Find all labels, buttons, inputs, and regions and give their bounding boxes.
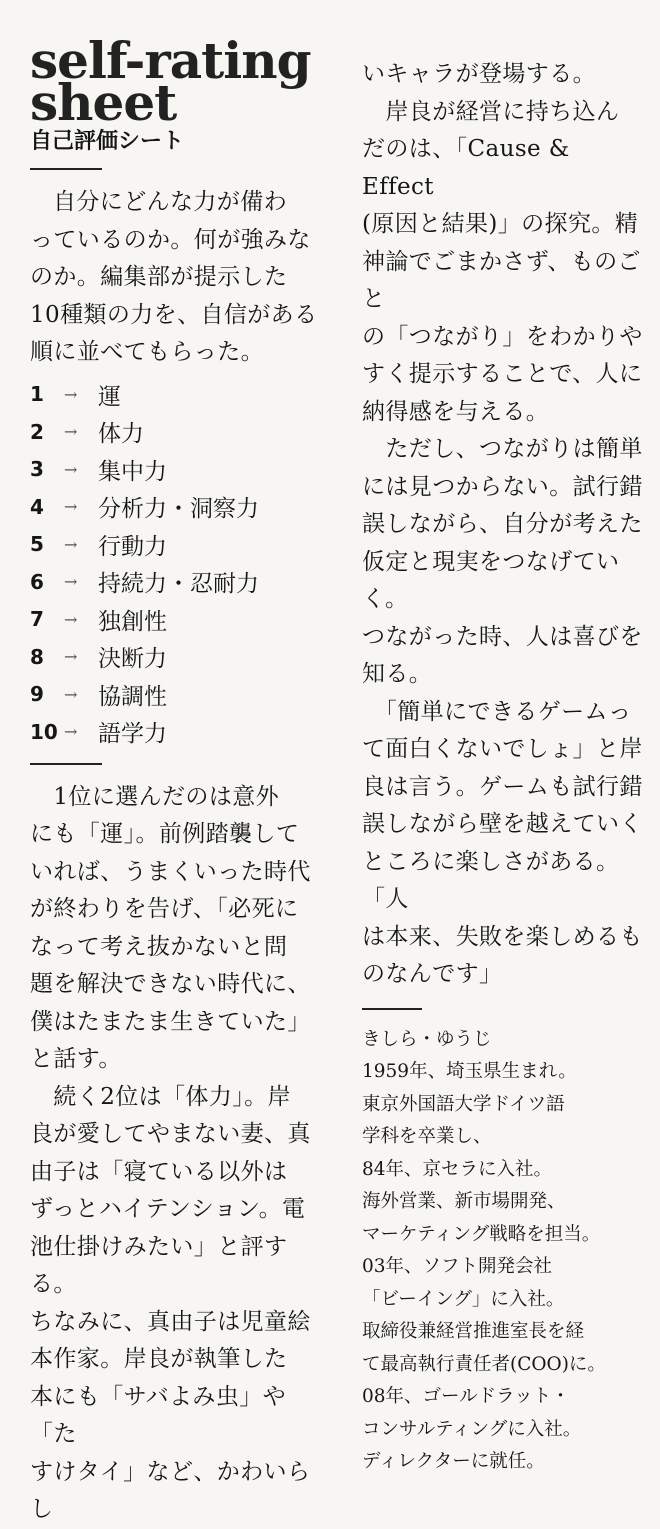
text-line: 10種類の力を、自信がある (30, 301, 318, 328)
rank-number: 3 (30, 457, 44, 482)
text-line: なって考え抜かないと問 (30, 933, 288, 960)
rank-label: 運 (98, 383, 121, 410)
rank-label: 集中力 (98, 458, 167, 485)
text-line: 題を解決できない時代に、 (30, 971, 311, 997)
rank-label: 協調性 (98, 683, 167, 710)
text-line: 池仕掛けみたい」と評する。 (30, 1233, 288, 1297)
text-line: て面白くないでしょ」と岸 (362, 736, 643, 762)
profile-line: 海外営業、新市場開発、 (362, 1191, 566, 1212)
rank-label: 語学力 (98, 721, 167, 748)
profile-line: 東京外国語大学ドイツ語 (362, 1093, 565, 1115)
ranking-item (30, 413, 330, 451)
ranking-item (30, 451, 330, 489)
article-body-right (362, 56, 647, 994)
arrow-icon: → (64, 722, 78, 742)
arrow-icon: → (64, 609, 78, 629)
text-line: は本来、失敗を楽しめるも (362, 923, 643, 950)
profile-line: 03年、ソフト開発会社 (362, 1256, 553, 1277)
article-body-left (30, 779, 330, 1529)
title-line-1: self-rating (30, 31, 311, 90)
text-line: ところに楽しさがある。「人 (362, 848, 620, 912)
rank-number: 7 (30, 607, 44, 632)
subtitle: 自己評価シート (30, 128, 185, 154)
text-line: いれば、うまくいった時代 (30, 858, 311, 885)
text-line: (原因と結果)」の探究。精 (362, 211, 639, 237)
arrow-icon: → (64, 534, 78, 554)
text-line: 順に並べてもらった。 (30, 339, 264, 365)
profile-line: 84年、京セラに入社。 (362, 1158, 553, 1180)
profile-line: マーケティング戦略を担当。 (362, 1223, 601, 1245)
profile-line: 取締役兼経営推進室長を経 (362, 1321, 585, 1342)
rank-number: 5 (30, 532, 44, 557)
text-line: にも「運」。前例踏襲して (30, 821, 300, 847)
arrow-icon: → (64, 459, 78, 479)
text-line: 誤しながら壁を越えていく (362, 811, 643, 837)
divider (362, 1008, 422, 1010)
arrow-icon: → (64, 647, 78, 667)
rank-label: 体力 (98, 421, 144, 448)
text-line: 「簡単にできるゲームっ (362, 698, 632, 725)
text-line: つながった時、人は喜びを (362, 623, 643, 650)
rank-label: 持続力・忍耐力 (98, 571, 259, 598)
left-column (30, 31, 330, 1529)
ranking-item (30, 601, 330, 639)
rank-number: 1 (30, 382, 44, 407)
rank-label: 分析力・洞察力 (98, 496, 259, 523)
text-line: っているのか。何が強みな (30, 226, 311, 253)
profile-name: きしら・ゆうじ (362, 1028, 492, 1050)
text-line: 納得感を与える。 (362, 398, 550, 425)
text-line: が終わりを告げ、「必死に (30, 896, 299, 922)
text-line: のなんです」 (362, 961, 503, 987)
text-line: 自分にどんな力が備わ (53, 189, 287, 215)
divider (30, 168, 102, 170)
ranking-item (30, 563, 330, 601)
text-line: ちなみに、真由子は児童絵 (30, 1308, 311, 1335)
rank-number: 4 (30, 494, 44, 519)
rank-label: 行動力 (98, 533, 167, 560)
ranking-list (30, 376, 330, 751)
rank-number: 6 (30, 569, 44, 594)
ranking-item (30, 526, 330, 564)
arrow-icon: → (64, 684, 78, 704)
page-title (30, 31, 330, 132)
text-line: 僕はたまたま生きていた」 (30, 1008, 311, 1035)
text-line: すく提示することで、人に (362, 361, 643, 387)
text-line: のか。編集部が提示した (30, 264, 288, 290)
profile-line: 学科を卒業し、 (362, 1126, 492, 1147)
divider (30, 763, 102, 765)
rank-label: 決断力 (98, 646, 167, 673)
text-line: 知る。 (362, 661, 433, 687)
text-line: だのは、「Cause & Effect (362, 136, 570, 200)
text-line: 岸良が経営に持ち込ん (362, 98, 620, 125)
ranking-item (30, 713, 330, 751)
profile-line: 「ビーイング」に入社。 (362, 1288, 565, 1310)
profile-line: て最高執行責任者(COO)に。 (362, 1353, 606, 1375)
arrow-icon: → (64, 384, 78, 404)
rank-number: 10 (30, 719, 58, 744)
text-line: には見つからない。試行錯 (362, 473, 643, 500)
profile-line: ディレクターに就任。 (362, 1451, 545, 1472)
text-line: 由子は「寝ている以外は (30, 1158, 288, 1185)
profile-line: 1959年、埼玉県生まれ。 (362, 1061, 577, 1082)
intro-paragraph (30, 184, 330, 372)
rank-number: 9 (30, 682, 44, 707)
text-line: 仮定と現実をつなげていく。 (362, 548, 620, 612)
text-line: いキャラが登場する。 (362, 61, 596, 87)
arrow-icon: → (64, 572, 78, 592)
ranking-item (30, 676, 330, 714)
rank-number: 2 (30, 419, 44, 444)
text-line: の「つながり」をわかりや (362, 323, 643, 350)
text-line: 誤しながら、自分が考えた (362, 511, 643, 537)
text-line: 1位に選んだのは意外 (30, 783, 280, 810)
text-line: 良は言う。ゲームも試行錯 (362, 773, 643, 800)
profile-line: 08年、ゴールドラット・ (362, 1386, 570, 1407)
text-line: 良が愛してやまない妻、真 (30, 1121, 311, 1147)
right-column (362, 56, 647, 1479)
ranking-item (30, 488, 330, 526)
arrow-icon: → (64, 422, 78, 442)
text-line: ただし、つながりは簡単 (362, 436, 643, 462)
ranking-item (30, 638, 330, 676)
title-line-2: sheet (30, 73, 177, 132)
arrow-icon: → (64, 497, 78, 517)
author-profile (362, 1024, 647, 1479)
rank-label: 独創性 (98, 608, 167, 635)
text-line: すけタイ」など、かわいらし (30, 1458, 311, 1522)
text-line: と話す。 (30, 1046, 122, 1072)
text-line: ずっとハイテンション。電 (30, 1196, 306, 1222)
text-line: 続く2位は「体力」。岸 (30, 1083, 291, 1110)
text-line: 神論でごまかさず、ものごと (362, 248, 641, 312)
profile-line: コンサルティングに入社。 (362, 1418, 582, 1440)
text-line: 本作家。岸良が執筆した (30, 1346, 288, 1372)
ranking-item (30, 376, 330, 414)
text-line: 本にも「サバよみ虫」や「た (30, 1383, 287, 1447)
rank-number: 8 (30, 644, 44, 669)
